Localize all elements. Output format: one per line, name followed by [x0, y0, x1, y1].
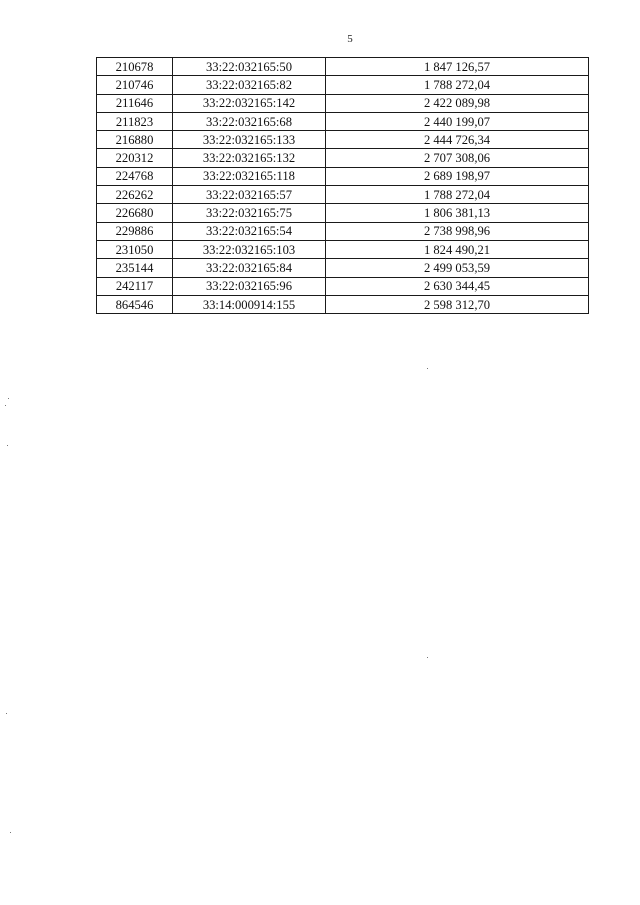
row-id-cell: 224768 [97, 167, 173, 185]
scan-speck [7, 445, 8, 446]
cadastral-value-cell: 1 806 381,13 [326, 204, 589, 222]
cadastral-value-cell: 1 824 490,21 [326, 240, 589, 258]
cadastral-number-cell: 33:22:032165:84 [173, 259, 326, 277]
table-row [97, 112, 589, 130]
cadastral-number-cell: 33:22:032165:142 [173, 94, 326, 112]
cadastral-number-cell: 33:22:032165:133 [173, 131, 326, 149]
row-id-cell: 216880 [97, 131, 173, 149]
cadastral-number-cell: 33:22:032165:57 [173, 186, 326, 204]
row-id-cell: 229886 [97, 222, 173, 240]
cadastral-number-cell: 33:22:032165:118 [173, 167, 326, 185]
cadastral-value-cell: 2 738 998,96 [326, 222, 589, 240]
scan-speck [6, 713, 7, 714]
cadastral-value-cell: 1 847 126,57 [326, 58, 589, 76]
scan-speck [10, 832, 11, 833]
cadastral-value-cell: 1 788 272,04 [326, 76, 589, 94]
cadastral-value-cell: 2 499 053,59 [326, 259, 589, 277]
cadastral-number-cell: 33:22:032165:68 [173, 112, 326, 130]
scan-speck [427, 368, 428, 369]
table-row [97, 58, 589, 76]
cadastral-value-cell: 2 630 344,45 [326, 277, 589, 295]
cadastral-number-cell: 33:22:032165:96 [173, 277, 326, 295]
table-row [97, 76, 589, 94]
row-id-cell: 211823 [97, 112, 173, 130]
row-id-cell: 235144 [97, 259, 173, 277]
table-row [97, 295, 589, 313]
scan-speck [8, 398, 9, 399]
table-row [97, 204, 589, 222]
row-id-cell: 220312 [97, 149, 173, 167]
cadastral-number-cell: 33:22:032165:132 [173, 149, 326, 167]
cadastral-number-cell: 33:22:032165:54 [173, 222, 326, 240]
row-id-cell: 211646 [97, 94, 173, 112]
cadastral-number-cell: 33:22:032165:82 [173, 76, 326, 94]
table-row [97, 259, 589, 277]
row-id-cell: 864546 [97, 295, 173, 313]
scan-speck [427, 657, 428, 658]
table-row [97, 149, 589, 167]
table-row [97, 131, 589, 149]
cadastral-value-cell: 2 707 308,06 [326, 149, 589, 167]
cadastral-number-cell: 33:14:000914:155 [173, 295, 326, 313]
table-row [97, 167, 589, 185]
cadastral-value-cell: 2 598 312,70 [326, 295, 589, 313]
table-row [97, 94, 589, 112]
table-row [97, 186, 589, 204]
cadastral-value-cell: 1 788 272,04 [326, 186, 589, 204]
page-number: 5 [347, 33, 353, 45]
cadastral-value-cell: 2 422 089,98 [326, 94, 589, 112]
row-id-cell: 231050 [97, 240, 173, 258]
row-id-cell: 210746 [97, 76, 173, 94]
row-id-cell: 242117 [97, 277, 173, 295]
cadastral-value-cell: 2 689 198,97 [326, 167, 589, 185]
cadastral-value-cell: 2 440 199,07 [326, 112, 589, 130]
table-row [97, 222, 589, 240]
table-row [97, 277, 589, 295]
cadastral-value-table [96, 57, 589, 314]
scan-speck [5, 405, 6, 406]
cadastral-number-cell: 33:22:032165:75 [173, 204, 326, 222]
row-id-cell: 226680 [97, 204, 173, 222]
row-id-cell: 226262 [97, 186, 173, 204]
cadastral-value-cell: 2 444 726,34 [326, 131, 589, 149]
row-id-cell: 210678 [97, 58, 173, 76]
cadastral-number-cell: 33:22:032165:103 [173, 240, 326, 258]
cadastral-number-cell: 33:22:032165:50 [173, 58, 326, 76]
table-row [97, 240, 589, 258]
